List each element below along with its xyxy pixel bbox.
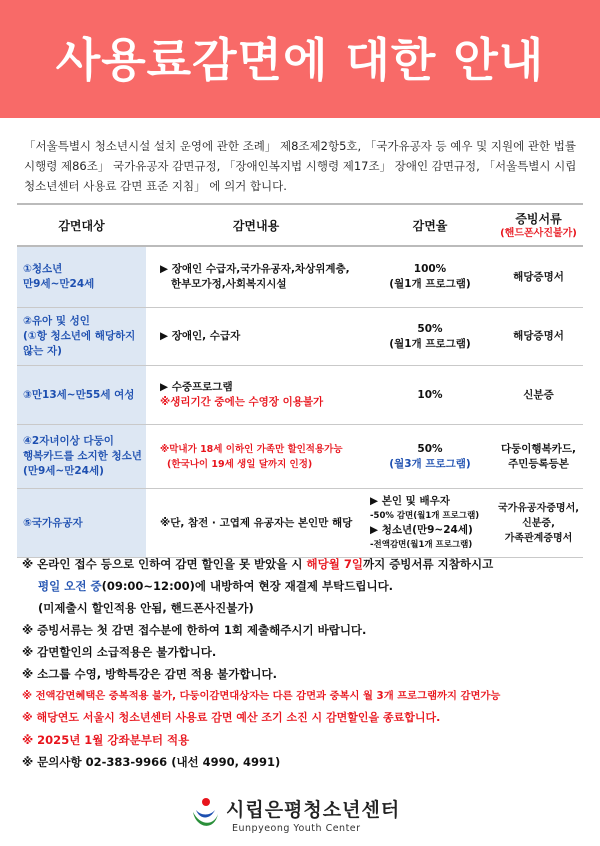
- row-content: [146, 247, 366, 307]
- row-target: ③만13세~만55세 여성: [17, 366, 146, 424]
- table-row: [17, 366, 583, 425]
- row-docs: 신분증: [523, 388, 554, 401]
- table-header: [17, 203, 583, 247]
- content-warning: (한국나이 19세 생일 달까지 인정): [167, 458, 313, 470]
- header-rate: 감면율: [412, 218, 448, 233]
- row-rate: [366, 247, 494, 307]
- target-line: 만9세~만24세: [23, 278, 95, 290]
- content-line: ▶ 장애인 수급자,국가유공자,차상위계층,: [160, 263, 350, 275]
- rate-line: ▶ 본인 및 배우자: [370, 495, 450, 507]
- title-banner: [0, 0, 600, 118]
- page-title: 사용료감면에 대한 안내: [55, 33, 545, 87]
- header-docs: [494, 205, 583, 245]
- intro-text: 「서울특별시 청소년시설 설치 운영에 관한 조례」 제8조제2항5호, 「국가유공자 등 예우 및 지원에 관한 법률 시행령 제86조」 국가유공자 감면규정, 「장애인복지법 시행령 제17조」 장애인 감면규정, 「서울특별시 시립청소년센터 사용료 감면 표준 지침」 에 의거 합니다.: [24, 139, 577, 193]
- target-line: ④2자녀이상 다둥이: [23, 435, 114, 447]
- content-warning: ※막내가 18세 이하인 가족만 할인적용가능: [160, 443, 343, 455]
- row-rate: 10%: [417, 388, 443, 401]
- docs-line: 다둥이행복카드,: [501, 442, 576, 455]
- note-item: (미제출시 할인적용 안됨, 핸드폰사진불가): [38, 601, 254, 615]
- docs-line: 가족관계증명서: [504, 532, 573, 544]
- header-content: 감면내용: [232, 218, 280, 233]
- note-item: ※ 감면할인의 소급적용은 불가합니다.: [22, 645, 217, 659]
- note-highlight: 해당월 7일: [306, 557, 363, 571]
- center-name: 시립은평청소년센터: [226, 799, 401, 821]
- row-content: [146, 366, 366, 424]
- row-rate: [366, 425, 494, 488]
- row-content: ▶ 장애인, 수급자: [160, 330, 241, 342]
- note-text: (09:00~12:00)에 내방하여 현장 재결제 부탁드립니다.: [101, 579, 394, 593]
- note-item: ※ 소그룹 수영, 방학특강은 감면 적용 불가합니다.: [22, 667, 278, 681]
- center-subtitle: Eunpyeong Youth Center: [232, 823, 361, 834]
- row-rate: [366, 308, 494, 365]
- table-row: [17, 425, 583, 489]
- note-item: ※ 증빙서류는 첫 감면 접수분에 한하여 1회 제출해주시기 바랍니다.: [22, 623, 367, 637]
- row-docs: [494, 489, 583, 557]
- row-target: [17, 247, 146, 307]
- row-docs: [494, 425, 583, 488]
- header-docs-note: (핸드폰사진불가): [500, 227, 577, 239]
- row-docs: 해당증명서: [513, 270, 564, 283]
- content-warning: ※생리기간 중에는 수영장 이용불가: [160, 396, 324, 408]
- header-docs-label: 증빙서류: [515, 211, 562, 226]
- table-row: [17, 247, 583, 308]
- content-line: ▶ 수중프로그램: [160, 381, 233, 393]
- target-line: 않는 자): [23, 345, 62, 357]
- target-line: ①청소년: [23, 263, 63, 275]
- target-line: (①항 청소년에 해당하지: [23, 330, 136, 342]
- row-docs: 해당증명서: [513, 330, 564, 342]
- rate-line: (월1개 프로그램): [389, 337, 471, 350]
- note-item: [22, 575, 592, 597]
- rate-line: (월3개 프로그램): [389, 457, 471, 470]
- row-target: [17, 308, 146, 365]
- note-text: 까지 증빙서류 지참하시고: [362, 557, 494, 571]
- target-line: 행복카드를 소지한 청소년: [23, 450, 142, 462]
- rate-line: -50% 감면(월1개 프로그램): [370, 511, 480, 521]
- rate-line: -전액감면(월1개 프로그램): [370, 540, 473, 550]
- target-line: ②유아 및 성인: [23, 315, 90, 327]
- row-content: [146, 425, 366, 488]
- header-target: 감면대상: [58, 218, 105, 233]
- rate-line: 50%: [417, 442, 443, 455]
- center-logo-icon: [190, 796, 220, 836]
- row-target: [17, 425, 146, 488]
- docs-line: 주민등록등본: [508, 457, 569, 470]
- docs-line: 신분증,: [522, 517, 555, 529]
- rate-line: 100%: [413, 263, 447, 275]
- table-row: [17, 308, 583, 366]
- note-item: ※ 해당연도 서울시 청소년센터 사용료 감면 예산 조기 소진 시 감면할인을 종료합니다.: [22, 711, 441, 724]
- note-text: ※ 온라인 접수 등으로 인하여 감면 할인을 못 받았을 시: [22, 557, 307, 571]
- discount-table: [17, 203, 583, 558]
- row-target: ⑤국가유공자: [17, 489, 146, 557]
- note-highlight: 평일 오전 중: [38, 579, 102, 593]
- content-line: 한부모가정,사회복지시설: [171, 278, 287, 290]
- rate-line: 50%: [417, 322, 443, 335]
- rate-line: (월1개 프로그램): [389, 278, 471, 290]
- row-content: ※단, 참전 · 고엽제 유공자는 본인만 해당: [160, 516, 353, 529]
- note-item: ※ 전액감면혜택은 중복적용 불가, 다둥이감면대상자는 다른 감면과 중복시 월 3개 프로그램까지 감면가능: [22, 690, 501, 702]
- row-rate: [366, 489, 494, 557]
- target-line: (만9세~만24세): [23, 465, 104, 477]
- docs-line: 국가유공자증명서,: [497, 502, 580, 514]
- rate-line: ▶ 청소년(만9~24세): [370, 524, 473, 536]
- table-row: [17, 489, 583, 558]
- note-item: [22, 553, 592, 575]
- notes-section: [22, 553, 592, 773]
- note-item: ※ 2025년 1월 강좌분부터 적용: [22, 733, 190, 747]
- note-item: ※ 문의사항 02-383-9966 (내선 4990, 4991): [22, 755, 281, 769]
